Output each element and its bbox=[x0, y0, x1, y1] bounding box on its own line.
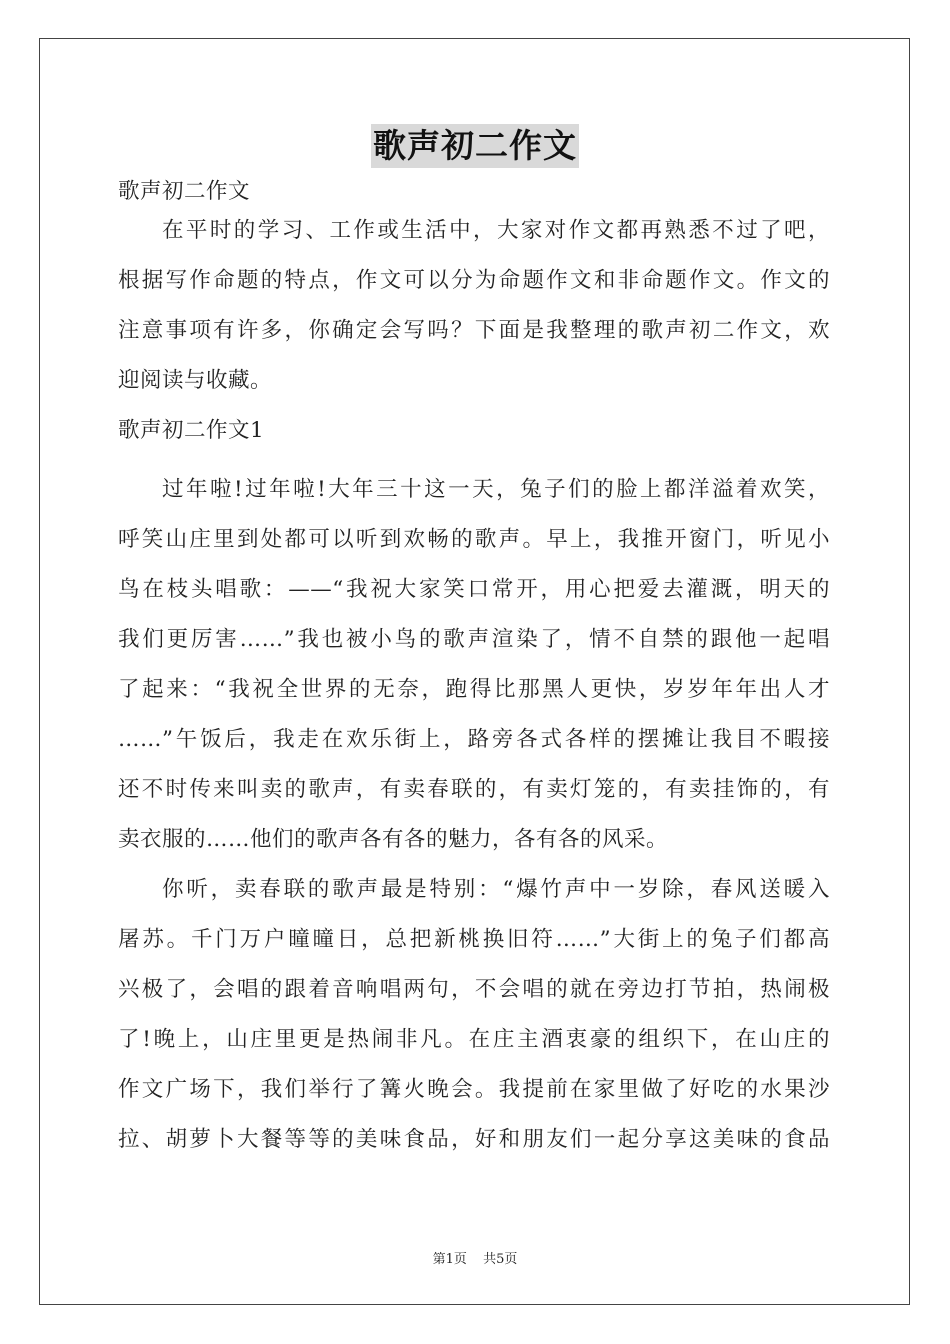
text-line: 过年啦!过年啦!大年三十这一天，兔子们的脸上都洋溢着欢笑， bbox=[162, 477, 830, 502]
title-container bbox=[0, 124, 950, 168]
text-line: 作文广场下，我们举行了篝火晚会。我提前在家里做了好吃的水果沙 bbox=[118, 1077, 830, 1102]
subtitle: 歌声初二作文 bbox=[118, 179, 251, 204]
text-line: 在平时的学习、工作或生活中，大家对作文都再熟悉不过了吧， bbox=[162, 218, 830, 243]
text-line: 呼笑山庄里到处都可以听到欢畅的歌声。早上，我推开窗门，听见小 bbox=[118, 527, 830, 552]
document-title: 歌声初二作文 bbox=[371, 124, 579, 168]
document-body bbox=[118, 177, 830, 1175]
text-line: 屠苏。千门万户曈曈日，总把新桃换旧符……”大街上的兔子们都高 bbox=[118, 927, 830, 952]
text-line: 你听，卖春联的歌声最是特别：“爆竹声中一岁除，春风送暖入 bbox=[162, 877, 830, 902]
page-number: 第1页 bbox=[432, 1252, 467, 1267]
text-line: 注意事项有许多，你确定会写吗？下面是我整理的歌声初二作文，欢 bbox=[118, 318, 830, 343]
page-total: 共5页 bbox=[483, 1252, 518, 1267]
section-heading: 歌声初二作文1 bbox=[118, 418, 265, 443]
text-line: 卖衣服的……他们的歌声各有各的魅力，各有各的风采。 bbox=[118, 827, 669, 852]
text-line: 了起来：“我祝全世界的无奈，跑得比那黑人更快，岁岁年年出人才 bbox=[118, 677, 830, 702]
paragraph-1 bbox=[118, 475, 830, 875]
text-line: 我们更厉害……”我也被小鸟的歌声渲染了，情不自禁的跟他一起唱 bbox=[118, 627, 830, 652]
paragraph-2 bbox=[118, 875, 830, 1175]
text-line: 迎阅读与收藏。 bbox=[118, 368, 273, 393]
text-line: ……”午饭后，我走在欢乐街上，路旁各式各样的摆摊让我目不暇接 bbox=[118, 727, 830, 752]
text-line: 鸟在枝头唱歌：——“我祝大家笑口常开，用心把爱去灌溉，明天的 bbox=[118, 577, 830, 602]
text-line: 拉、胡萝卜大餐等等的美味食品，好和朋友们一起分享这美味的食品 bbox=[118, 1127, 830, 1152]
text-line: 还不时传来叫卖的歌声，有卖春联的，有卖灯笼的，有卖挂饰的，有 bbox=[118, 777, 830, 802]
text-line: 兴极了，会唱的跟着音响唱两句，不会唱的就在旁边打节拍，热闹极 bbox=[118, 977, 830, 1002]
page-footer bbox=[0, 1248, 950, 1267]
text-line: 根据写作命题的特点，作文可以分为命题作文和非命题作文。作文的 bbox=[118, 268, 830, 293]
text-line: 了!晚上，山庄里更是热闹非凡。在庄主酒衷豪的组织下，在山庄的 bbox=[118, 1027, 830, 1052]
intro-paragraph bbox=[118, 216, 830, 416]
